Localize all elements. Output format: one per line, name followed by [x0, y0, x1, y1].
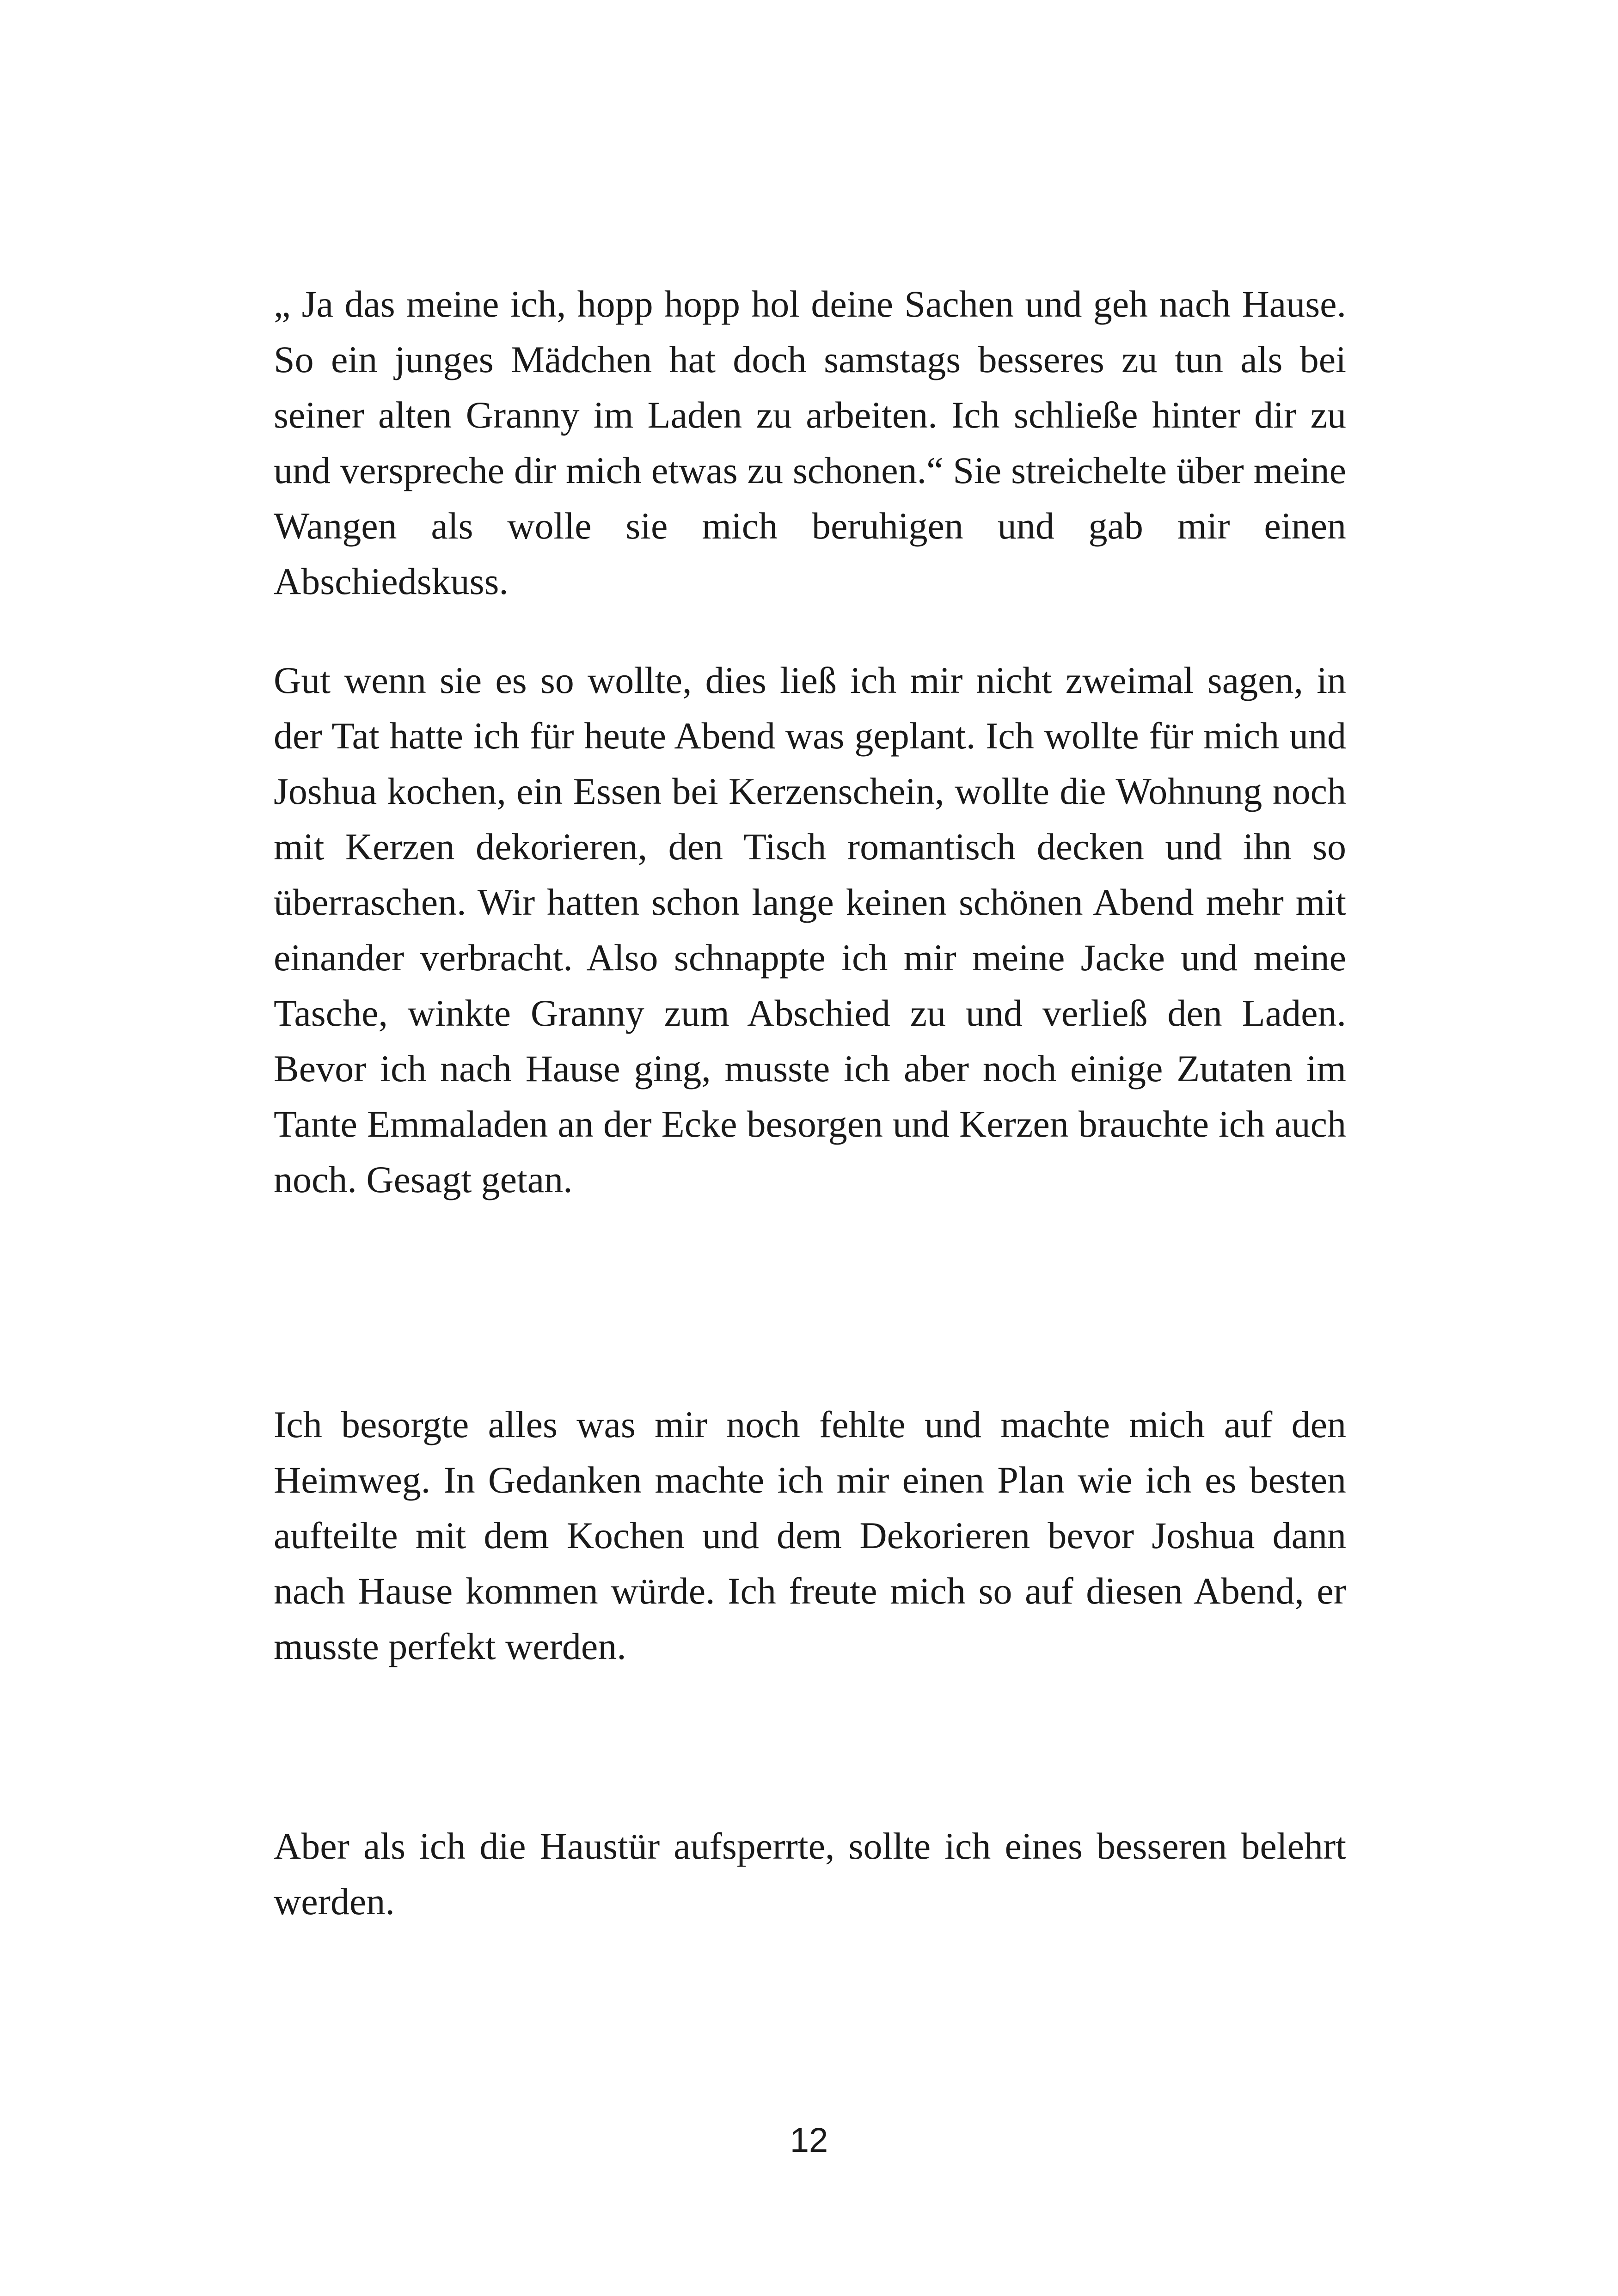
paragraph-1: „ Ja das meine ich, hopp hopp hol deine Sachen und geh nach Hause. So ein junges Mädchen hat doch samstags besseres zu tun als bei seiner alten Granny im Laden zu arbeiten. Ich schließe hinter dir zu und verspreche dir mich etwas zu schonen.“ Sie streichelte über meine Wangen als wolle sie mich beruhigen und gab mir einen Abschiedskuss.: [274, 283, 1346, 602]
page-number: 12: [790, 2121, 828, 2159]
paragraph-3: Ich besorgte alles was mir noch fehlte und machte mich auf den Heimweg. In Gedanken machte ich mir einen Plan wie ich es besten aufteilte mit dem Kochen und dem Dekorieren bevor Joshua dann nach Hause kommen würde. Ich freute mich so auf diesen Abend, er musste perfekt werden.: [274, 1403, 1346, 1667]
paragraph-4: Aber als ich die Haustür aufsperrte, sollte ich eines besseren belehrt werden.: [274, 1825, 1346, 1923]
paragraph-2: Gut wenn sie es so wollte, dies ließ ich mir nicht zweimal sagen, in der Tat hatte ich für heute Abend was geplant. Ich wollte für mich und Joshua kochen, ein Essen bei Kerzenschein, wollte die Wohnung noch mit Kerzen dekorieren, den Tisch romantisch decken und ihn so überraschen. Wir hatten schon lange keinen schönen Abend mehr mit einander verbracht. Also schnappte ich mir meine Jacke und meine Tasche, winkte Granny zum Abschied zu und verließ den Laden. Bevor ich nach Hause ging, musste ich aber noch einige Zutaten im Tante Emmaladen an der Ecke besorgen und Kerzen brauchte ich auch noch. Gesagt getan.: [274, 659, 1346, 1200]
